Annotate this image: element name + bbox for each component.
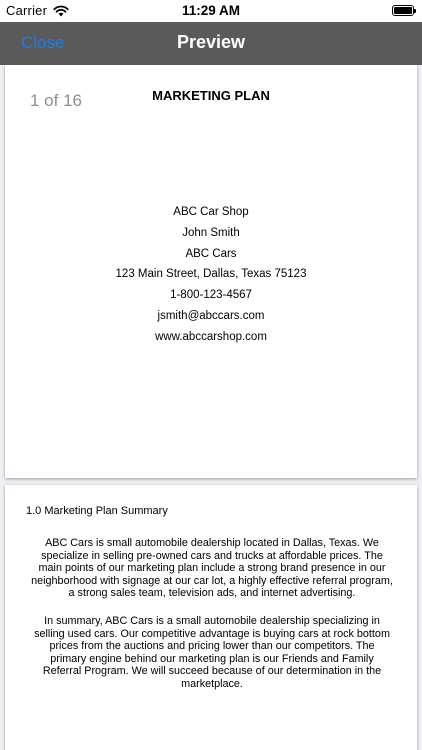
business-name: ABC Cars [185, 247, 237, 260]
phone: 1-800-123-4567 [170, 289, 252, 302]
status-time: 11:29 AM [181, 3, 241, 18]
section-heading: 1.0 Marketing Plan Summary [26, 505, 168, 517]
summary-paragraph-1: ABC Cars is small automobile dealership located in Dallas, Texas. We specialize in selling pre-owned cars and trucks at affordable prices. The main points of our marketing plan include a strong brand presence in our neighborhood with signage at our car lot, a highly effective referral program, a strong sales team, television ads, and internet advertising. [31, 537, 393, 600]
website: www.abccarshop.com [155, 330, 267, 343]
document-viewer[interactable] [0, 65, 422, 750]
contact-block [5, 202, 417, 348]
document-page-1 [5, 65, 417, 478]
page-counter: 1 of 16 [30, 91, 82, 110]
email: jsmith@abccars.com [157, 309, 265, 322]
contact-person: John Smith [182, 226, 240, 239]
document-page-2 [5, 485, 417, 750]
battery-fill [394, 7, 412, 14]
navigation-bar [0, 22, 422, 65]
address: 123 Main Street, Dallas, Texas 75123 [115, 268, 307, 281]
status-bar [0, 0, 422, 22]
battery-icon [392, 5, 414, 16]
carrier-label: Carrier [6, 3, 48, 18]
nav-title: Preview [176, 32, 246, 52]
close-button[interactable]: Close [21, 33, 65, 52]
company-name: ABC Car Shop [173, 206, 249, 218]
summary-paragraph-2: In summary, ABC Cars is a small automobile dealership specializing in selling used cars. Our competitive advantage is buying cars at rock bottom prices from the auctions and pricing lower than our competitors. The primary engine behind our marketing plan is our Friends and Family Referral Program. We will succeed because of our determination in the marketplace. [34, 615, 390, 690]
document-title: MARKETING PLAN [152, 88, 270, 103]
